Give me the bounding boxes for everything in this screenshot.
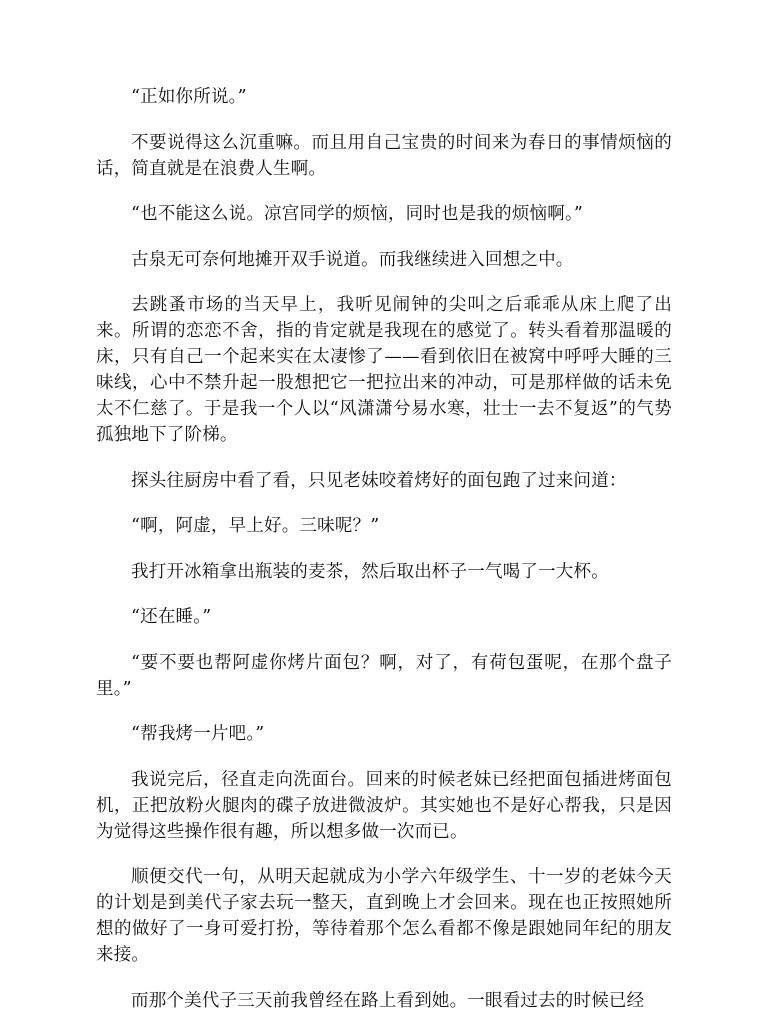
paragraph: 古泉无可奈何地摊开双手说道。而我继续进入回想之中。: [131, 249, 574, 270]
paragraph: “啊，阿虚，早上好。三味呢？”: [131, 516, 380, 536]
paragraph: 我打开冰箱拿出瓶装的麦茶，然后取出杯子一气喝了一大杯。: [131, 561, 609, 582]
paragraph: 去跳蚤市场的当天早上，我听见闹钟的尖叫之后乖乖从床上爬了出来。所谓的恋恋不舍，指的肯定就是我现在的感觉了。转头看着那温暖的床，只有自己一个起来实在太凄惨了——看到依旧在被窝中呼呼大睡的三味线，心中不禁升起一股想把它一把拉出来的冲动，可是那样做的话未免太不仁慈了。于是我一个人以“风潇潇兮易水寒，壮士一去不复返”的气势孤独地下了阶梯。: [96, 295, 672, 445]
paragraph: “帮我烤一片吧。”: [131, 724, 265, 744]
paragraph: “还在睡。”: [131, 607, 212, 627]
paragraph: 而那个美代子三天前我曾经在路上看到她。一眼看过去的时候已经: [131, 990, 645, 1011]
paragraph: “也不能这么说。凉宫同学的烦恼，同时也是我的烦恼啊。”: [131, 204, 584, 224]
paragraph: 探头往厨房中看了看，只见老妹咬着烤好的面包跑了过来问道：: [131, 470, 627, 491]
paragraph: 不要说得这么沉重嘛。而且用自己宝贵的时间来为春日的事情烦恼的话，简直就是在浪费人生啊。: [96, 132, 672, 179]
paragraph: “正如你所说。”: [131, 87, 247, 107]
paragraph: 我说完后，径直走向洗面台。回来的时候老妹已经把面包插进烤面包机，正把放粉火腿肉的碟子放进微波炉。其实她也不是好心帮我，只是因为觉得这些操作很有趣，所以想多做一次而已。: [96, 769, 672, 842]
paragraph: “要不要也帮阿虚你烤片面包？啊，对了，有荷包蛋呢，在那个盘子里。”: [96, 652, 672, 699]
body-text: [96, 84, 672, 1033]
paragraph: 顺便交代一句，从明天起就成为小学六年级学生、十一岁的老妹今天的计划是到美代子家去玩一整天，直到晚上才会回来。现在也正按照她所想的做好了一身可爱打扮，等待着那个怎么看都不像是跟她同年纪的朋友来接。: [96, 867, 672, 965]
